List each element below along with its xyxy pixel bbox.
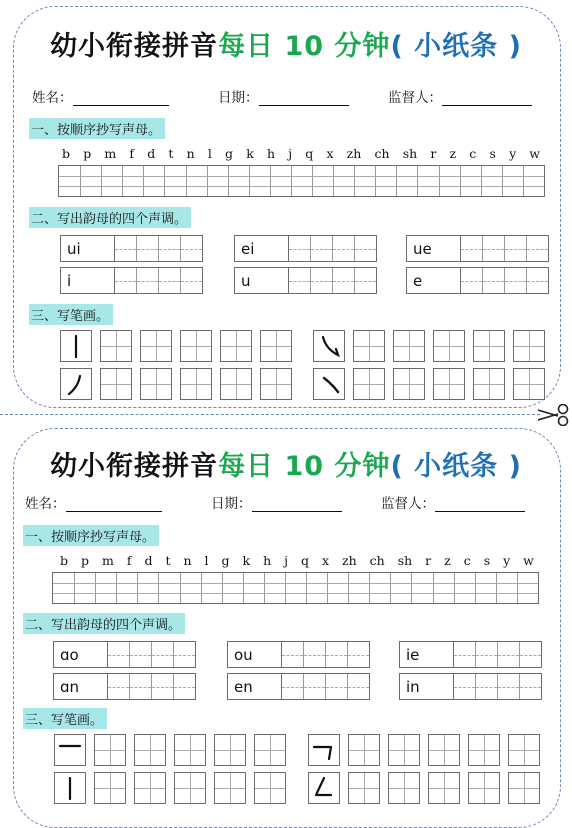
initial-letter: zh — [342, 553, 357, 568]
grid-column-line — [243, 573, 244, 603]
initial-letter: c — [463, 553, 471, 568]
initials-writing-grid[interactable] — [58, 165, 545, 197]
tone-cell[interactable] — [115, 236, 137, 261]
vowel-tone-box[interactable] — [53, 673, 196, 700]
pie-stroke — [60, 368, 92, 400]
tone-cell[interactable] — [454, 642, 476, 667]
section-1-heading: 一、按顺序抄写声母。 — [23, 525, 159, 546]
tone-cell[interactable] — [505, 268, 527, 293]
tone-cell[interactable] — [483, 268, 505, 293]
supervisor-blank[interactable] — [442, 91, 532, 106]
initial-letter: p — [81, 553, 90, 568]
tone-cell[interactable] — [527, 268, 548, 293]
grid-column-line — [460, 166, 461, 196]
grid-column-line — [270, 166, 271, 196]
name-field: 姓名： — [32, 86, 169, 106]
vowel-tone-box[interactable] — [60, 235, 203, 262]
grid-column-line — [186, 166, 187, 196]
grid-column-line — [433, 573, 434, 603]
initials-row — [62, 146, 540, 161]
tian-zi-ge-box[interactable] — [353, 368, 385, 400]
tone-cell[interactable] — [174, 674, 195, 699]
tian-zi-ge-box[interactable] — [428, 734, 460, 766]
tian-zi-ge-box[interactable] — [254, 734, 286, 766]
date-field: 日期： — [218, 86, 349, 106]
initial-letter: s — [483, 553, 491, 568]
tian-zi-ge-box[interactable] — [254, 772, 286, 804]
grid-column-line — [369, 573, 370, 603]
pie-zhe-stroke — [308, 772, 340, 804]
grid-column-line — [264, 573, 265, 603]
cut-line — [0, 414, 540, 415]
vowel-label: i — [61, 268, 115, 293]
tian-zi-ge-box[interactable] — [134, 734, 166, 766]
initial-letter: j — [288, 146, 293, 161]
wo-gou-stroke — [313, 330, 345, 362]
tone-cell[interactable] — [152, 674, 174, 699]
tone-cell[interactable] — [483, 236, 505, 261]
sheet-2-title: 幼小衔接拼音每日 10 分钟( 小纸条 ) — [50, 451, 522, 482]
tone-cell[interactable] — [137, 268, 159, 293]
tone-cell[interactable] — [159, 236, 181, 261]
grid-column-line — [475, 573, 476, 603]
vowel-label: in — [400, 674, 454, 699]
initial-letter: m — [102, 553, 114, 568]
grid-row-line — [53, 593, 538, 594]
tian-zi-ge-box[interactable] — [180, 368, 212, 400]
initial-letter: c — [469, 146, 477, 161]
grid-column-line — [523, 166, 524, 196]
tone-cell[interactable] — [520, 642, 541, 667]
tian-zi-ge-box[interactable] — [220, 330, 252, 362]
grid-column-line — [327, 573, 328, 603]
grid-column-line — [201, 573, 202, 603]
vowel-label: ɑo — [54, 642, 108, 667]
initial-letter: x — [326, 146, 334, 161]
tian-zi-ge-box[interactable] — [508, 772, 540, 804]
tian-zi-ge-box[interactable] — [100, 330, 132, 362]
supervisor-blank[interactable] — [435, 497, 525, 512]
initial-letter: n — [183, 553, 192, 568]
vowel-label: ɑn — [54, 674, 108, 699]
tian-zi-ge-box[interactable] — [393, 330, 425, 362]
initial-letter: b — [60, 553, 69, 568]
grid-column-line — [80, 166, 81, 196]
initial-letter: t — [165, 553, 171, 568]
tone-cell[interactable] — [476, 642, 498, 667]
initial-letter: ch — [374, 146, 390, 161]
grid-column-line — [180, 573, 181, 603]
tone-cell[interactable] — [282, 642, 304, 667]
tian-zi-ge-box[interactable] — [508, 734, 540, 766]
initial-letter: q — [301, 553, 310, 568]
vowel-tone-box[interactable] — [234, 267, 377, 294]
tone-cell[interactable] — [348, 674, 369, 699]
tian-zi-ge-box[interactable] — [433, 330, 465, 362]
grid-column-line — [454, 573, 455, 603]
tian-zi-ge-box[interactable] — [174, 772, 206, 804]
grid-column-line — [291, 166, 292, 196]
vowel-tone-box[interactable] — [406, 267, 549, 294]
grid-column-line — [285, 573, 286, 603]
tone-cell[interactable] — [108, 642, 130, 667]
tian-zi-ge-box[interactable] — [174, 734, 206, 766]
tone-cell[interactable] — [348, 642, 369, 667]
vowel-label: ui — [61, 236, 115, 261]
grid-column-line — [207, 166, 208, 196]
initial-letter: r — [430, 146, 437, 161]
tone-cell[interactable] — [326, 674, 348, 699]
vowel-tone-box[interactable] — [227, 641, 370, 668]
date-blank[interactable] — [252, 497, 342, 512]
tian-zi-ge-box[interactable] — [140, 368, 172, 400]
tian-zi-ge-box[interactable] — [388, 772, 420, 804]
tian-zi-ge-box[interactable] — [180, 330, 212, 362]
vowel-label: ei — [235, 236, 289, 261]
tian-zi-ge-box[interactable] — [260, 330, 292, 362]
heng-zhe-stroke — [308, 734, 340, 766]
grid-column-line — [517, 573, 518, 603]
initials-writing-grid[interactable] — [52, 572, 539, 604]
grid-column-line — [228, 166, 229, 196]
tian-zi-ge-box[interactable] — [348, 734, 380, 766]
tian-zi-ge-box[interactable] — [473, 368, 505, 400]
grid-column-line — [390, 573, 391, 603]
tian-zi-ge-box[interactable] — [214, 772, 246, 804]
grid-column-line — [348, 573, 349, 603]
tone-cell[interactable] — [130, 642, 152, 667]
tone-cell[interactable] — [461, 236, 483, 261]
vowel-tone-box[interactable] — [399, 641, 542, 668]
tian-zi-ge-box[interactable] — [388, 734, 420, 766]
tone-cell[interactable] — [289, 236, 311, 261]
tone-cell[interactable] — [355, 268, 376, 293]
section-1-heading: 一、按顺序抄写声母。 — [29, 118, 165, 139]
tian-zi-ge-box[interactable] — [94, 772, 126, 804]
initial-letter: h — [266, 146, 276, 161]
initial-letter: y — [503, 553, 511, 568]
tian-zi-ge-box[interactable] — [94, 734, 126, 766]
grid-column-line — [481, 166, 482, 196]
grid-row-line — [59, 176, 544, 177]
initial-letter: z — [449, 146, 457, 161]
tone-cell[interactable] — [282, 674, 304, 699]
initial-letter: b — [62, 146, 71, 161]
grid-column-line — [411, 573, 412, 603]
initial-letter: sh — [397, 553, 413, 568]
tian-zi-ge-box[interactable] — [214, 734, 246, 766]
tone-cell[interactable] — [498, 674, 520, 699]
tone-cell[interactable] — [174, 642, 195, 667]
vowel-label: en — [228, 674, 282, 699]
tone-cell[interactable] — [304, 674, 326, 699]
grid-column-line — [143, 166, 144, 196]
tone-cell[interactable] — [159, 268, 181, 293]
tone-cell[interactable] — [355, 236, 376, 261]
initial-letter: w — [523, 553, 534, 568]
heng-stroke — [54, 734, 86, 766]
grid-column-line — [375, 166, 376, 196]
initial-letter: d — [147, 146, 156, 161]
grid-column-line — [95, 573, 96, 603]
grid-column-line — [312, 166, 313, 196]
initial-letter: zh — [346, 146, 362, 161]
vowel-label: e — [407, 268, 461, 293]
initial-letter: g — [221, 553, 230, 568]
initial-letter: p — [83, 146, 92, 161]
tone-cell[interactable] — [520, 674, 541, 699]
grid-column-line — [137, 573, 138, 603]
initial-letter: t — [168, 146, 174, 161]
section-2-heading: 二、写出韵母的四个声调。 — [29, 207, 191, 228]
initial-letter: w — [529, 146, 540, 161]
initial-letter: n — [186, 146, 195, 161]
vowel-label: u — [235, 268, 289, 293]
shu-stroke — [60, 330, 92, 362]
grid-column-line — [439, 166, 440, 196]
tian-zi-ge-box[interactable] — [393, 368, 425, 400]
tone-cell[interactable] — [311, 236, 333, 261]
initial-letter: sh — [402, 146, 418, 161]
grid-column-line — [164, 166, 165, 196]
grid-column-line — [502, 166, 503, 196]
tone-cell[interactable] — [181, 236, 202, 261]
initial-letter: d — [144, 553, 153, 568]
tian-zi-ge-box[interactable] — [134, 772, 166, 804]
grid-column-line — [333, 166, 334, 196]
grid-column-line — [101, 166, 102, 196]
initial-letter: f — [129, 146, 135, 161]
date-blank[interactable] — [259, 91, 349, 106]
initial-letter: m — [104, 146, 117, 161]
grid-column-line — [354, 166, 355, 196]
tone-cell[interactable] — [289, 268, 311, 293]
tone-cell[interactable] — [108, 674, 130, 699]
section-3-heading: 三、写笔画。 — [23, 708, 107, 729]
grid-column-line — [249, 166, 250, 196]
grid-column-line — [417, 166, 418, 196]
section-2-heading: 二、写出韵母的四个声调。 — [23, 613, 185, 634]
tone-cell[interactable] — [476, 674, 498, 699]
sheet-1-title: 幼小衔接拼音每日 10 分钟( 小纸条 ) — [50, 31, 522, 62]
tian-zi-ge-box[interactable] — [348, 772, 380, 804]
section-3-heading: 三、写笔画。 — [29, 304, 113, 325]
vowel-tone-box[interactable] — [399, 673, 542, 700]
tian-zi-ge-box[interactable] — [468, 772, 500, 804]
initial-letter: s — [489, 146, 496, 161]
tone-cell[interactable] — [326, 642, 348, 667]
initial-letter: j — [284, 553, 289, 568]
tian-zi-ge-box[interactable] — [513, 368, 545, 400]
dian-stroke — [313, 368, 345, 400]
vowel-tone-box[interactable] — [406, 235, 549, 262]
tian-zi-ge-box[interactable] — [473, 330, 505, 362]
date-field: 日期： — [211, 492, 342, 512]
initial-letter: r — [425, 553, 432, 568]
grid-column-line — [496, 573, 497, 603]
tone-cell[interactable] — [137, 236, 159, 261]
tone-cell[interactable] — [311, 268, 333, 293]
supervisor-field: 监督人： — [381, 492, 525, 512]
tian-zi-ge-box[interactable] — [353, 330, 385, 362]
tone-cell[interactable] — [527, 236, 548, 261]
tone-cell[interactable] — [461, 268, 483, 293]
tian-zi-ge-box[interactable] — [513, 330, 545, 362]
vowel-tone-box[interactable] — [60, 267, 203, 294]
tian-zi-ge-box[interactable] — [468, 734, 500, 766]
grid-column-line — [222, 573, 223, 603]
initial-letter: l — [207, 146, 212, 161]
tone-cell[interactable] — [304, 642, 326, 667]
vowel-tone-box[interactable] — [227, 673, 370, 700]
tone-cell[interactable] — [454, 674, 476, 699]
grid-row-line — [53, 583, 538, 584]
vowel-label: ie — [400, 642, 454, 667]
initial-letter: l — [204, 553, 209, 568]
initial-letter: k — [242, 553, 251, 568]
grid-column-line — [116, 573, 117, 603]
tone-cell[interactable] — [505, 236, 527, 261]
grid-column-line — [306, 573, 307, 603]
grid-row-line — [59, 186, 544, 187]
tian-zi-ge-box[interactable] — [220, 368, 252, 400]
tone-cell[interactable] — [130, 674, 152, 699]
tone-cell[interactable] — [115, 268, 137, 293]
vowel-tone-box[interactable] — [234, 235, 377, 262]
scissors-icon — [538, 404, 572, 426]
initial-letter: h — [263, 553, 272, 568]
initial-letter: q — [305, 146, 314, 161]
initial-letter: k — [246, 146, 254, 161]
initial-letter: y — [509, 146, 517, 161]
vowel-tone-box[interactable] — [53, 641, 196, 668]
tian-zi-ge-box[interactable] — [433, 368, 465, 400]
name-blank[interactable] — [66, 497, 162, 512]
initial-letter: f — [126, 553, 132, 568]
initial-letter: x — [322, 553, 330, 568]
initials-row — [60, 553, 534, 568]
supervisor-field: 监督人： — [388, 86, 532, 106]
tone-cell[interactable] — [498, 642, 520, 667]
vowel-label: ou — [228, 642, 282, 667]
vowel-label: ue — [407, 236, 461, 261]
tone-cell[interactable] — [333, 268, 355, 293]
tone-cell[interactable] — [152, 642, 174, 667]
initial-letter: g — [225, 146, 234, 161]
name-field: 姓名： — [25, 492, 162, 512]
grid-column-line — [74, 573, 75, 603]
tian-zi-ge-box[interactable] — [260, 368, 292, 400]
grid-column-line — [158, 573, 159, 603]
name-blank[interactable] — [73, 91, 169, 106]
shu-stroke — [54, 772, 86, 804]
grid-column-line — [396, 166, 397, 196]
tian-zi-ge-box[interactable] — [140, 330, 172, 362]
tian-zi-ge-box[interactable] — [428, 772, 460, 804]
initial-letter: z — [444, 553, 451, 568]
grid-column-line — [122, 166, 123, 196]
initial-letter: ch — [369, 553, 385, 568]
tone-cell[interactable] — [333, 236, 355, 261]
tian-zi-ge-box[interactable] — [100, 368, 132, 400]
tone-cell[interactable] — [181, 268, 202, 293]
